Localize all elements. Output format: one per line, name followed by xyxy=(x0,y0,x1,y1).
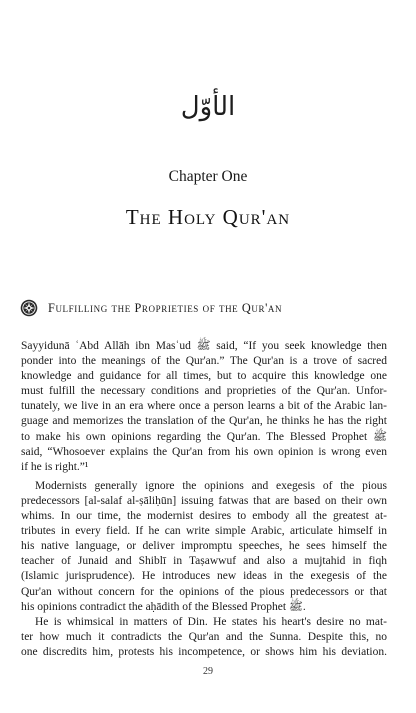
paragraph xyxy=(21,615,387,660)
text-line: ponder into the meanings of the Qur'an.” The Qur'an is a trove of sacred xyxy=(21,355,387,368)
text-line: to make his own opinions regarding the Qur'an. The Blessed Prophet ﷺ xyxy=(21,430,387,443)
chapter-title: The Holy Qur'an xyxy=(125,205,291,229)
text-line: one discredits him, protests his incompetence, or shows him his deviation. xyxy=(21,645,387,658)
paragraph xyxy=(21,339,387,475)
body-text xyxy=(21,339,387,660)
text-line: Sayyidunā ʿAbd Allāh ibn Masʿud ﷺ said, “If you seek knowledge then xyxy=(21,340,387,352)
text-line: teacher of Junaid and Shiblī in Taṣawwuf and also a mujtahid in fiqh xyxy=(21,555,387,568)
text-line: Qur'an without concern for the opinions of the pious predecessors or that xyxy=(21,585,387,598)
text-line: tributes in every field. If he can write simple Arabic, articulate himself in xyxy=(21,525,387,538)
text-line: must fulfill the necessary conditions and proprieties of the Qur'an. Unfor- xyxy=(21,385,387,398)
section-heading xyxy=(20,296,400,320)
chapter-number: Chapter One xyxy=(168,168,248,185)
text-line: predecessors [al-salaf al-ṣāliḥūn] issuing fatwas that are based on their own xyxy=(21,494,387,507)
text-line: his native language, or deliver impromptu speeches, he sees himself the xyxy=(21,540,387,553)
text-line: if he is right.”¹ xyxy=(21,460,89,473)
paragraph xyxy=(21,479,387,615)
text-line: guage and memorizes the translation of the Qur'an, he thinks he has the right xyxy=(21,415,387,428)
text-line: Modernists generally ignore the opinions and exegesis of the pious xyxy=(35,479,387,492)
section-title: Fulfilling the Proprieties of the Qur'an xyxy=(48,300,283,315)
page-number: 29 xyxy=(203,666,213,677)
text-line: whims. In our time, the modernist desires to embody all the greatest at- xyxy=(21,510,387,523)
text-line: tunately, we live in an era where once a person learns a bit of the Arabic lan- xyxy=(21,400,387,413)
text-line: said, “Whosoever explains the Qur'an from his own opinion is wrong even xyxy=(21,445,387,458)
ornamental-rosette-icon xyxy=(20,299,38,317)
text-line: ter how much it contradicts the Qur'an and the Sunna. Despite this, no xyxy=(21,630,387,643)
text-line: (Islamic jurisprudence). He introduces new ideas in the exegesis of the xyxy=(21,570,387,583)
text-line: knowledge and guidance for all times, but to acquire this knowledge one xyxy=(21,370,387,383)
text-line: He is whimsical in matters of Din. He states his heart's desire no mat- xyxy=(35,615,387,628)
arabic-calligraphy-ornament: الأوّل xyxy=(180,92,236,122)
text-line: his opinions contradict the aḥādith of the Blessed Prophet ﷺ. xyxy=(21,600,306,613)
